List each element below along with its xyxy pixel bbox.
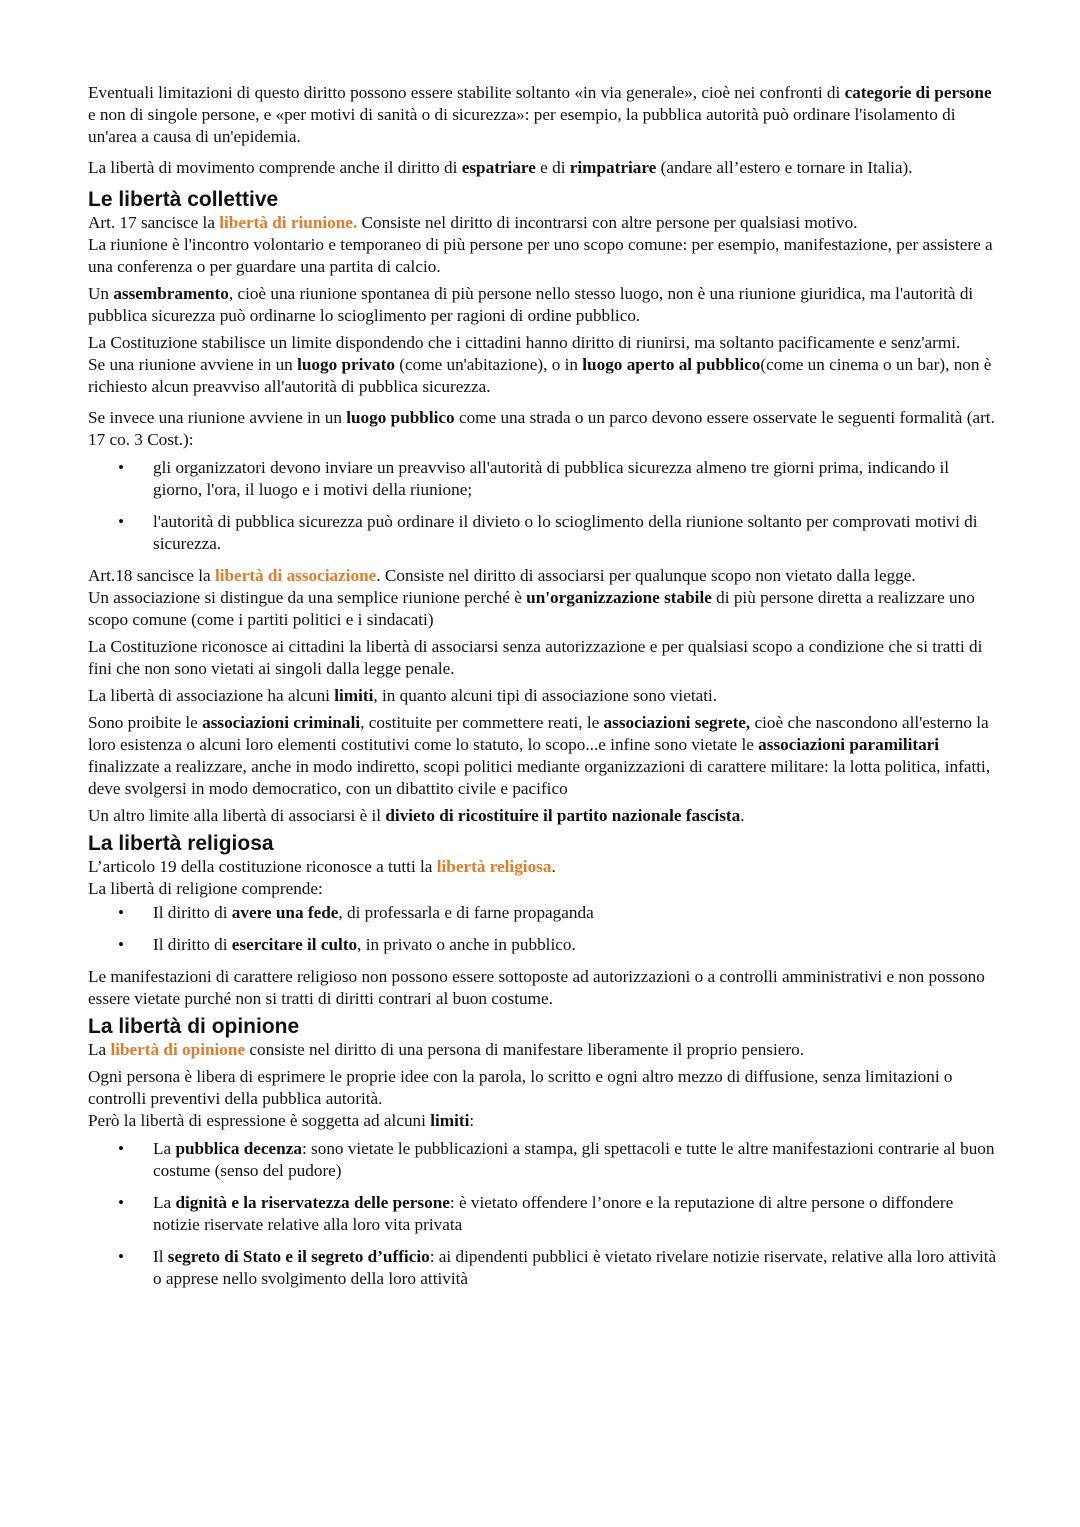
list-item: • La pubblica decenza: sono vietate le pubblicazioni a stampa, gli spettacoli e tutte le altre manifestazioni contrarie al buon costume (senso del pudore) <box>118 1139 995 1180</box>
bullet-icon: • <box>118 512 125 531</box>
paragraph-opinione: La libertà di opinione consiste nel diritto di una persona di manifestare liberamente il proprio pensiero. <box>88 1040 804 1059</box>
paragraph-esprimere: Ogni persona è libera di esprimere le proprie idee con la parola, lo scritto e ogni altro mezzo di diffusione, senza limitazioni o controlli preventivi della pubblica autorità. <box>88 1067 953 1108</box>
bold-term: un'organizzazione stabile <box>526 588 712 607</box>
paragraph-luogo-privato: Se una riunione avviene in un luogo privato (come un'abitazione), o in luogo aperto al pubblico(come un cinema o un bar), non è richiesto alcun preavviso all'autorità di pubblica sicurezza. <box>88 355 992 396</box>
bold-term: associazioni segrete, <box>603 713 751 732</box>
paragraph-limitazioni: Eventuali limitazioni di questo diritto possono essere stabilite soltanto «in via generale», cioè nei confronti di categorie di persone e non di singole persone, e «per motivi di sanità o di sicurezza»: per esempio, la pubblica autorità può ordinare l'isolamento di un'area a causa di un'epidemia. <box>88 83 992 146</box>
list-item: • gli organizzatori devono inviare un preavviso all'autorità di pubblica sicurezza almeno tre giorni prima, indicando il giorno, l'ora, il luogo e i motivi della riunione; <box>118 458 950 499</box>
paragraph-religione-comprende: La libertà di religione comprende: <box>88 879 323 898</box>
bullet-icon: • <box>118 1139 125 1158</box>
bold-term: associazioni criminali <box>202 713 361 732</box>
paragraph-riunione: Art. 17 sancisce la libertà di riunione. Consiste nel diritto di incontrarsi con altre persone per qualsiasi motivo. <box>88 213 858 232</box>
bold-term: pubblica decenza <box>175 1139 302 1158</box>
paragraph-luogo-pubblico: Se invece una riunione avviene in un luogo pubblico come una strada o un parco devono essere osservate le seguenti formalità (art. 17 co. 3 Cost.): <box>88 408 995 449</box>
paragraph-associazione: Art.18 sancisce la libertà di associazione. Consiste nel diritto di associarsi per qualunque scopo non vietato dalla legge. <box>88 566 916 585</box>
bold-term: espatriare <box>461 158 536 177</box>
bold-term: dignità e la riservatezza delle persone <box>175 1193 450 1212</box>
paragraph-organizzazione: Un associazione si distingue da una semplice riunione perché è un'organizzazione stabile di più persone diretta a realizzare uno scopo comune (come i partiti politici e i sindacati) <box>88 588 975 629</box>
bullet-icon: • <box>118 1193 125 1212</box>
bullet-icon: • <box>118 1247 125 1266</box>
bold-term: divieto di ricostituire il partito nazionale fascista <box>385 806 741 825</box>
highlight-term: libertà di associazione <box>214 566 377 585</box>
paragraph-religiosa: L’articolo 19 della costituzione riconosce a tutti la libertà religiosa. <box>88 857 556 876</box>
paragraph-proibite: Sono proibite le associazioni criminali, costituite per commettere reati, le associazioni segrete, cioè che nascondono all'esterno la loro esistenza o alcuni loro elementi costitutivi come lo statuto, lo scopo...e infine sono vietate le associazioni paramilitari finalizzate a realizzare, anche in modo indiretto, scopi politici mediante organizzazioni di carattere militare: la lotta politica, infatti, deve svolgersi in modo democratico, con un dibattito civile e pacifico <box>88 713 991 798</box>
bold-term: assembramento <box>113 284 229 303</box>
paragraph-espressione: Però la libertà di espressione è soggetta ad alcuni limiti: <box>88 1111 475 1130</box>
bold-term: luogo aperto al pubblico <box>582 355 761 374</box>
bold-term: esercitare il culto <box>231 935 358 954</box>
list-item: • l'autorità di pubblica sicurezza può ordinare il divieto o lo scioglimento della riunione soltanto per comprovati motivi di sicurezza. <box>118 512 978 553</box>
paragraph-riunione-definizione: La riunione è l'incontro volontario e temporaneo di più persone per uno scopo comune: per esempio, manifestazione, per assistere a una conferenza o per guardare una partita di calcio. <box>88 235 993 276</box>
list-item: • Il diritto di avere una fede, di professarla e di farne propaganda <box>118 903 594 922</box>
bold-term: avere una fede <box>231 903 339 922</box>
paragraph-limite: La Costituzione stabilisce un limite dispondendo che i cittadini hanno diritto di riunirsi, ma soltanto pacificamente e senz'armi. <box>88 333 961 352</box>
heading-liberta-collettive: Le libertà collettive <box>88 188 279 211</box>
highlight-term: libertà religiosa <box>436 857 552 876</box>
bold-term: limiti <box>334 686 374 705</box>
bullet-icon: • <box>118 935 125 954</box>
bold-term: luogo privato <box>297 355 395 374</box>
list-item: • La dignità e la riservatezza delle persone: è vietato offendere l’onore e la reputazione di altre persone o diffondere notizie riservate relative alla loro vita privata <box>118 1193 954 1234</box>
bold-term: rimpatriare <box>569 158 657 177</box>
document-page <box>88 82 998 1300</box>
heading-liberta-opinione: La libertà di opinione <box>88 1015 300 1038</box>
paragraph-limiti-associazione: La libertà di associazione ha alcuni limiti, in quanto alcuni tipi di associazione sono vietati. <box>88 686 718 705</box>
bold-term: associazioni paramilitari <box>758 735 940 754</box>
list-item: • Il diritto di esercitare il culto, in privato o anche in pubblico. <box>118 935 576 954</box>
bold-term: limiti <box>430 1111 470 1130</box>
bold-term: luogo pubblico <box>346 408 455 427</box>
bold-term: segreto di Stato e il segreto d’ufficio <box>167 1247 430 1266</box>
highlight-term: libertà di riunione. <box>219 213 358 232</box>
bullet-icon: • <box>118 903 125 922</box>
paragraph-riconosce: La Costituzione riconosce ai cittadini la libertà di associarsi senza autorizzazione e per qualsiasi scopo a condizione che si tratti di fini che non sono vietati ai singoli dalla legge penale. <box>88 637 983 678</box>
paragraph-movimento: La libertà di movimento comprende anche il diritto di espatriare e di rimpatriare (andare all’estero e tornare in Italia). <box>88 158 913 177</box>
heading-liberta-religiosa: La libertà religiosa <box>88 832 274 855</box>
list-item: • Il segreto di Stato e il segreto d’ufficio: ai dipendenti pubblici è vietato rivelare notizie riservate, relative alla loro attività o apprese nello svolgimento della loro attività <box>118 1247 997 1288</box>
bold-term: categorie di persone <box>844 83 992 102</box>
list-religione <box>88 902 998 956</box>
paragraph-fascista: Un altro limite alla libertà di associarsi è il divieto di ricostituire il partito nazionale fascista. <box>88 806 745 825</box>
highlight-term: libertà di opinione <box>110 1040 246 1059</box>
paragraph-manifestazioni: Le manifestazioni di carattere religioso non possono essere sottoposte ad autorizzazioni o a controlli amministrativi e non possono essere vietate purché non si tratti di diritti contrari al buon costume. <box>88 967 985 1008</box>
paragraph-assembramento: Un assembramento, cioè una riunione spontanea di più persone nello stesso luogo, non è una riunione giuridica, ma l'autorità di pubblica sicurezza può ordinarne lo scioglimento per ragioni di ordine pubblico. <box>88 284 974 325</box>
bullet-icon: • <box>118 458 125 477</box>
list-limiti-opinione <box>88 1138 998 1290</box>
list-formalita <box>88 457 998 555</box>
